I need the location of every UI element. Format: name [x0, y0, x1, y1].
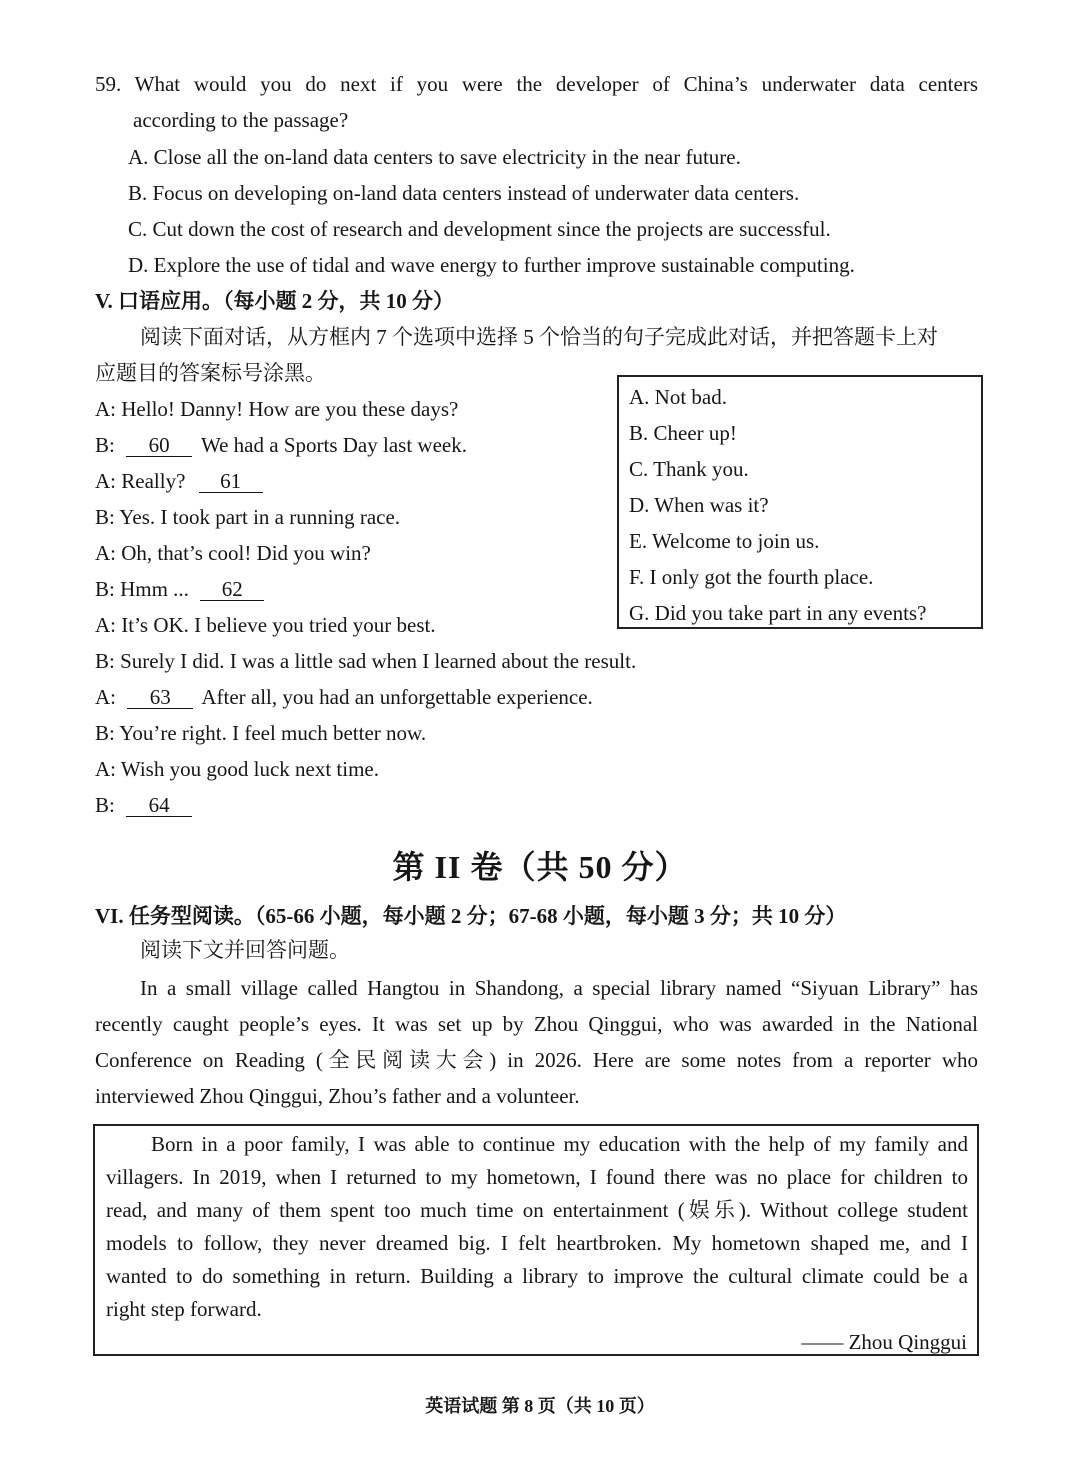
- dialogue-line-7: A: It’s OK. I believe you tried your best.: [95, 613, 436, 637]
- note-line-4: models to follow, they never dreamed big. I felt heartbroken. My hometown shaped me, and I: [106, 1231, 968, 1255]
- passage-line-2: recently caught people’s eyes. It was set up by Zhou Qinggui, who was awarded in the National: [95, 1012, 978, 1036]
- notes-box: [93, 1124, 979, 1356]
- section5-heading: V. 口语应用。（每小题 2 分，共 10 分）: [95, 289, 454, 313]
- dialogue-line-10: B: You’re right. I feel much better now.: [95, 721, 427, 745]
- box-option-b: B. Cheer up!: [629, 421, 737, 445]
- passage-line-3: Conference on Reading (全民阅读大会) in 2026. Here are some notes from a reporter who: [95, 1048, 978, 1072]
- q59-option-c: C. Cut down the cost of research and development since the projects are successful.: [128, 217, 831, 241]
- q59-stem-line2: according to the passage?: [133, 108, 349, 132]
- dialogue-line-3: [95, 467, 267, 495]
- q59-option-b: B. Focus on developing on-land data centers instead of underwater data centers.: [128, 181, 800, 205]
- q59-stem-line1: 59. What would you do next if you were the developer of China’s underwater data centers: [95, 72, 978, 96]
- answer-blank-62: 62: [200, 578, 264, 601]
- section6-instruction: 阅读下文并回答问题。: [140, 938, 350, 962]
- dialogue-text: A: Really?: [95, 469, 186, 493]
- answer-blank-61: 61: [199, 470, 263, 493]
- dialogue-line-9: [95, 683, 593, 711]
- dialogue-text: We had a Sports Day last week.: [200, 433, 467, 457]
- dialogue-line-5: A: Oh, that’s cool! Did you win?: [95, 541, 371, 565]
- dialogue-line-4: B: Yes. I took part in a running race.: [95, 505, 401, 529]
- note-line-6: right step forward.: [106, 1297, 262, 1321]
- note-line-1: Born in a poor family, I was able to continue my education with the help of my family and: [151, 1132, 968, 1156]
- passage-line-4: interviewed Zhou Qinggui, Zhou’s father and a volunteer.: [95, 1084, 580, 1108]
- dialogue-text: After all, you had an unforgettable experience.: [201, 685, 593, 709]
- dialogue-line-12: [95, 791, 196, 819]
- dialogue-line-2: [95, 431, 467, 459]
- note-line-5: wanted to do something in return. Building a library to improve the cultural climate could be a: [106, 1264, 968, 1288]
- speaker-label: B:: [95, 433, 115, 457]
- box-option-d: D. When was it?: [629, 493, 769, 517]
- dialogue-line-8: B: Surely I did. I was a little sad when I learned about the result.: [95, 649, 637, 673]
- section5-instruction-line2: 应题目的答案标号涂黑。: [95, 361, 326, 385]
- dialogue-text: B: Hmm ...: [95, 577, 189, 601]
- page-footer: 英语试题 第 8 页（共 10 页）: [425, 1396, 655, 1416]
- section6-heading: VI. 任务型阅读。（65-66 小题，每小题 2 分；67-68 小题，每小题 3 分；共 10 分）: [95, 904, 847, 928]
- dialogue-line-1: A: Hello! Danny! How are you these days?: [95, 397, 459, 421]
- note-signature: —— Zhou Qinggui: [801, 1330, 967, 1354]
- box-option-g: G. Did you take part in any events?: [629, 601, 927, 625]
- passage-line-1: In a small village called Hangtou in Shandong, a special library named “Siyuan Library” has: [140, 976, 978, 1000]
- box-option-a: A. Not bad.: [629, 385, 727, 409]
- options-box: [617, 375, 983, 629]
- note-line-2: villagers. In 2019, when I returned to my hometown, I found there was no place for children to: [106, 1165, 968, 1189]
- speaker-label: A:: [95, 685, 116, 709]
- dialogue-line-11: A: Wish you good luck next time.: [95, 757, 379, 781]
- answer-blank-63: 63: [127, 686, 193, 709]
- dialogue-line-6: [95, 575, 268, 603]
- box-option-c: C. Thank you.: [629, 457, 749, 481]
- box-option-e: E. Welcome to join us.: [629, 529, 820, 553]
- section5-instruction-line1: 阅读下面对话，从方框内 7 个选项中选择 5 个恰当的句子完成此对话，并把答题卡上对: [140, 325, 938, 349]
- q59-option-a: A. Close all the on-land data centers to save electricity in the near future.: [128, 145, 741, 169]
- part2-title: 第 II 卷（共 50 分）: [392, 849, 688, 885]
- answer-blank-60: 60: [126, 434, 192, 457]
- note-line-3: read, and many of them spent too much time on entertainment (娱乐). Without college student: [106, 1198, 968, 1222]
- q59-option-d: D. Explore the use of tidal and wave energy to further improve sustainable computing.: [128, 253, 855, 277]
- answer-blank-64: 64: [126, 794, 192, 817]
- speaker-label: B:: [95, 793, 115, 817]
- box-option-f: F. I only got the fourth place.: [629, 565, 874, 589]
